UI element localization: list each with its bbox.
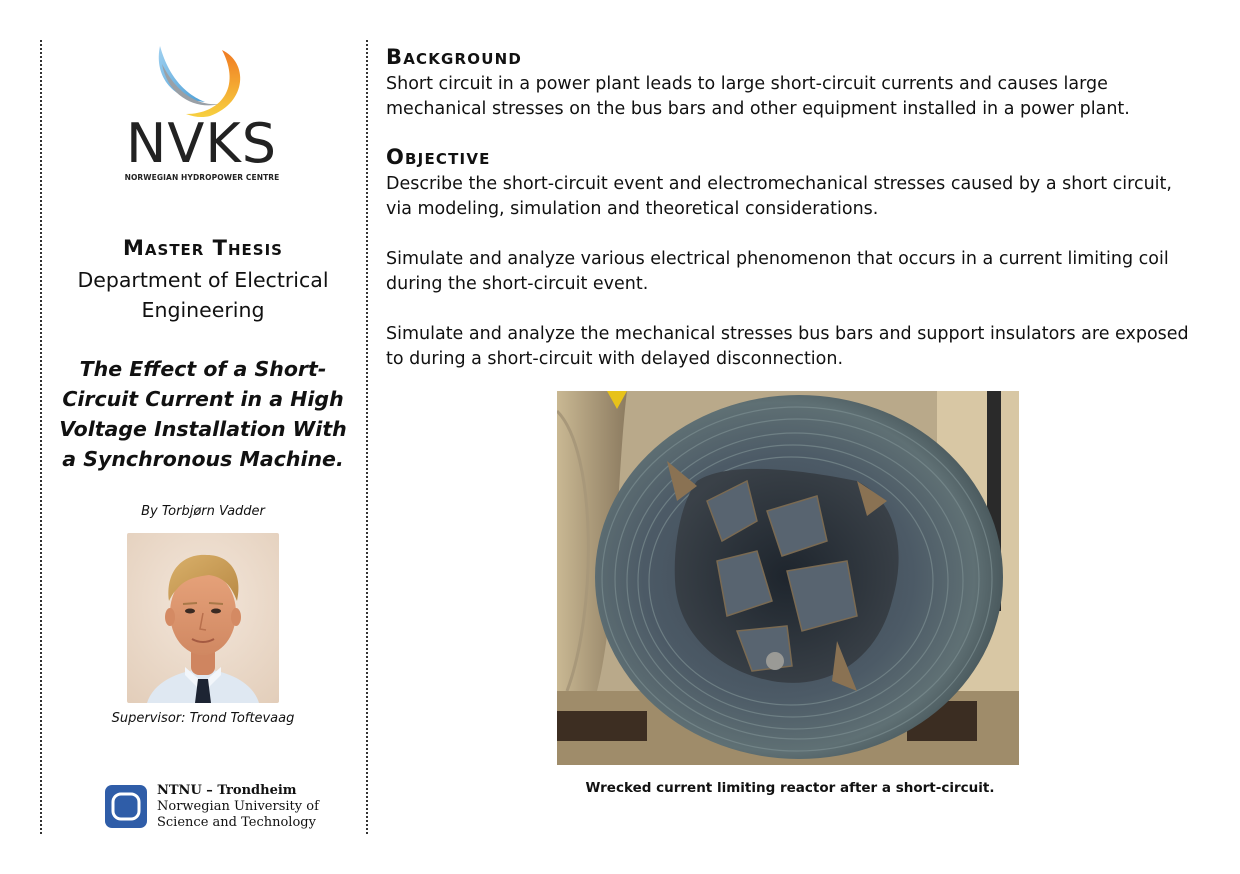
nvks-logo-text: NVKS xyxy=(126,112,278,175)
objective-heading: Objective xyxy=(386,145,491,169)
ntnu-wordmark xyxy=(157,783,357,831)
thesis-title: The Effect of a Short-Circuit Current in a High Voltage Installation With a Synchronous Machine. xyxy=(59,357,347,471)
department: Department of Electrical Engineering xyxy=(77,268,329,322)
wrecked-reactor-photo xyxy=(557,391,1019,765)
left-dotted-divider xyxy=(40,40,42,834)
ntnu-line-2: Science and Technology xyxy=(157,815,316,830)
objective-paragraph: Simulate and analyze various electrical phenomenon that occurs in a current limiting coil during the short-circuit event. xyxy=(386,249,1169,294)
student-portrait-photo xyxy=(127,533,279,703)
ntnu-line-1: Norwegian University of xyxy=(157,799,319,814)
ntnu-name: NTNU – Trondheim xyxy=(157,783,297,798)
objective-paragraph: Simulate and analyze the mechanical stresses bus bars and support insulators are exposed to during a short-circuit with delayed disconnection. xyxy=(386,324,1189,369)
background-heading: Background xyxy=(386,45,523,69)
thesis-kind: Master Thesis xyxy=(123,236,283,260)
nvks-logo-subtitle: NORWEGIAN HYDROPOWER CENTRE xyxy=(124,173,280,182)
author: By Torbjørn Vadder xyxy=(141,504,265,519)
objective-paragraph: Describe the short-circuit event and electromechanical stresses caused by a short circuit, via modeling, simulation and theoretical considerations. xyxy=(386,174,1172,219)
center-dotted-divider xyxy=(366,40,368,834)
ntnu-logo-icon xyxy=(105,785,147,828)
background-text: Short circuit in a power plant leads to large short-circuit currents and causes large mechanical stresses on the bus bars and other equipment installed in a power plant. xyxy=(386,74,1130,119)
supervisor: Supervisor: Trond Toftevaag xyxy=(111,711,295,726)
figure-caption: Wrecked current limiting reactor after a short-circuit. xyxy=(585,780,995,796)
